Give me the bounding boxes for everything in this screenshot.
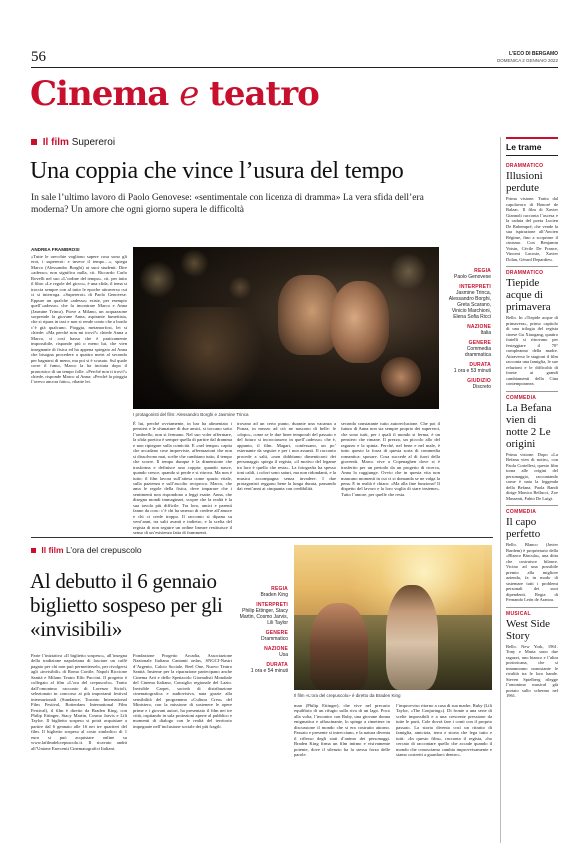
publication-date: DOMENICA 2 GENNAIO 2022	[496, 58, 558, 63]
sidebar-item-tiepide	[506, 266, 558, 387]
section-title-cinema: Cinema	[30, 74, 169, 114]
sidebar-item-5-text: Bello. New York, 1961. Tony e Maria sono due ragazzi, uno bianco e l’altra portoricana, che si innamorano nonostante le rivalità tra le loro bande. Steven Spielberg rilegge l’omonimo musical già portato sullo schermo nel 1961.	[506, 643, 558, 698]
facts2-interpreti-label: INTERPRETI	[256, 602, 288, 608]
page-number: 56	[31, 49, 46, 65]
facts1-nazione-label: NAZIONE	[467, 324, 491, 330]
sidebar-item-befana	[506, 391, 558, 502]
section-title-teatro: teatro	[209, 74, 319, 114]
sidebar-item-3-category: COMMEDIA	[506, 394, 537, 401]
article1-kicker-topic: Supereroi	[71, 137, 116, 148]
sidebar-item-4-category: COMMEDIA	[506, 509, 537, 515]
article2-column-2: Fondazione Progetto Arcadia, Associazione Nazionale Italiana Cantanti onlus, SNGCI-Nastri d’Argento, Calcio Sociale, Reel One, Nuovo Teatro Sanità. Insieme per la riparazione partecipano anche Cinema Arti e dello Spettacolo Giornalisti Mondiale del Cinema Italiano, Consiglio regionale del Lazio. Invisible Carpet, società di distribuzione cinematografica e audiovisiva, nata grazie alla sensibilità del programma «Cultura Crea» del Ministero, con la missione di sostenere le opere prime e i giovani autori, ha presentato il film nei tre città, ospitando in sala proiezioni aperte al pubblico e momenti di dialogo con le realtà del territorio impegnate nell’inclusione sociale dei più fragili.	[133, 653, 232, 729]
facts1-regia-label: REGIA	[474, 268, 491, 274]
article2-column-1: Parte l’iniziativa «Il biglietto sospeso», all’insegna della tradizione napoletana di lasciare un caffè pagato per chi non può permetterselo, per rivolgersi agli «invisibili» di Roma Cortile, Napoli Riccione Sanità e Milano Teatro Elfo Puccini. Il progetto è collegato al film «L’ora del crepuscolo». Tratto dall’omonimo racconto di Lorenzo Sicioli, selezionato in concorso ai più importanti festival internazionali (Sundance, Toronto International Film Festival, Rotterdam International Film Festival), il film è diretto da Braden King, con Philip Ettinger, Stacy Martin, Cosmo Jarvis e Lili Taylor. Il biglietto sospeso si potrà acquistare a partire dal 6 gennaio alle 16 nei tre quartieri del film. Il biglietto sospeso al costo simbolico di 1 euro si può acquistare online su www.lafilmdelcrepuscolo.it. Il ricavato andrà all’Unione Esercenti Cinematografici Italiani.	[31, 653, 127, 751]
sidebar-item-4-title: Il capo perfetto	[506, 516, 541, 540]
sidebar-item-1-title: Illusioni perdute	[506, 170, 543, 194]
article1-column-2: È lui, perché ovviamente, in bar ha alimentato i pensieri e le sfumature di due amici, si toccano sotto l’ombrello, non si fermano. Nel suo voler affermare, la sfida poetica è sempre quella di partire dal dramma e non ripiegare sulla comicità. E «nel tempo» capita che accadano cose impreviste, affermazioni che non si dissolvono mai, scelte che cambiano tutto, il tempo che scorre. Il tempo dunque è la dimensione che trasforma e definisce una coppia: quando nasce, quando cresce, quando si perde e si ritrova. Ma non è tutto: il film lavora sull’attesa come spazio vitale, sulla pazienza e sull’ascolto reciproco. Marco, che ama le regole della fisica, deve imparare che i sentimenti non rispondono a leggi esatte. Anna, che disegna mondi immaginari, scopre che la realtà è la sua tavola più difficile. Tra loro, amici e parenti fanno da coro: c’è chi ha smesso di credere all’amore e chi ci crede troppo. Il racconto si dipana su vent’anni, tra salti avanti e indietro, e la scelta del regista di non seguire un ordine lineare restituisce il senso di un’esistenza fatta di frammenti.	[133, 421, 232, 536]
article1-kicker-label: Il film	[42, 137, 69, 148]
article1-column-1: «Tutte le orecchie vogliono sapere cosa sono gli eroi, i supereroi: e invece il tempo…», spiega Marco (Alessandro Borghi) ai suoi studenti. Dire «adesso» non significa nulla, cit. Riccardo Carlo Rovelli nel suo «L’ordine del tempo», cit. per tutto il libro «Le regole del gioco», è una sfida, il tema si traccia sempre con al tutto le epoche attraverso cui ci si interroga. «Supereroi» di Paolo Genovese. Eppure un qualche «adesso» esiste, per esempio quell’«adesso» che fa incontrare Marco e Anna (Jasmine Trinca). Piove a Milano, un acquazzone sorprende la giovane Anna, aspirante fumettista, che si ripara in taxi e non si rende conto che a bordo c’è già qualcuno. Pioggia, metamorfosi, lei si chiede: «Ma perché non mi trovi?» chiede Anna a Marco, ci così bassa che è praticamente impossibile, risponde più o meno lui, che vien insegnante di fisica ed ha appena spiegato ad Anna che bisogna procedere a quattro metri al secondo per bagnarsi di meno, ma poi si è scusato. Sul quale corre il fumo, Marco la ha incitata dopo il pronostico di un tempo folle. «Perché non ti trovi?» chiede, risponde Marco al Anna: «Perché la pioggia l’avevo ancora fatto», ribatte lei.	[31, 254, 127, 385]
facts1-interpreti-value: Jasmine Trinca, Alessandro Borghi, Greta Scarano, Vinicio Marchioni, Elena Sofia Ricci	[448, 290, 491, 320]
sidebar-title: Le trame	[506, 137, 558, 156]
sidebar-item-westside	[506, 607, 558, 699]
article2-column-4: l’improvviso ritorno a casa di sua madre, Ruby (Lili Taylor, «The Conjuring»). Di fronte a una serie di scelte impossibili e a una crescente pressione da tutte le parti, Cole dovrà fare i conti con il proprio passato. La storia diventa così un ritratto di famiglia, amicizia, terra e storia che lega tutto e tutti: «In questo film», racconta il regista, «ho cercato di raccontare quello che accade quando il mondo che conosciamo cambia improvvisamente e siamo costretti a guardarci dentro».	[396, 703, 492, 758]
article1-column-4: seconda constatante tutto autoreclusione. Che poi il futuro di Anna non sia sempre proprio dei supereroi, che sono tutti, per i quali il mondo si ferma, è un pensiero che rimane. Il prezzo, un piccolo allo del ragazzo e la spinta. Perché, nel bene e nel male, è tutto questo la forza di questa sorta di commedia romantica: sposare. Cosa succede al di fuori della gioventù. Marco vive a Copenaghen dove si è trasferito per un periodo da un progetto di ricerca, Anna lo raggiunge. Ovvio che in questa vita non mancano momenti in cui ci si domanda se ne valga la pena. E in realtà è chiaro: «Ma alla fine funziona? Il dispetto del lavoro e la loro voglia di stare insieme». Tutto l’amore, per quelle che resta.	[341, 421, 440, 497]
facts2-durata-label: DURATA	[266, 662, 288, 668]
photo-figure-woman	[331, 281, 389, 363]
facts1-durata-value: 1 ora e 53 minuti	[453, 368, 491, 374]
sidebar-item-1-text: Prima visione. Tratto dal capolavoro di Honoré de Balzac. Il film di Xavier Giannoli racconta l’ascesa e la caduta del poeta Lucien De Rubempré, che vende la sua ispirazione all’Ancien Régime, fino a scoprirne il cinismo. Con Benjamin Voisin, Cécile De France, Vincent Lacoste, Xavier Dolan, Gérard Depardieu.	[506, 196, 558, 262]
sidebar-item-illusioni	[506, 160, 558, 262]
facts1-genere-label: GENERE	[468, 340, 491, 346]
photo2-figure-man	[310, 603, 368, 690]
article2-column-3: man (Philip Ettinger), che vive nel precario equilibrio di un rifugio sulla riva di un lago. Poco alla volta, l’incontro con Ruby, una giovane donna enigmatica e affascinante, lo spinge a rimettere in discussione il mondo che si era costruito attorno. Passato e presente si intrecciano, e la natura diventa il riflesso degli stati d’animo dei personaggi. Braden King firma un film intimo e visivamente potente, dove il silenzio ha la stessa forza delle parole.	[294, 703, 390, 758]
header-rule	[31, 67, 558, 68]
facts1-genere-value: Commedia drammatica	[464, 346, 491, 358]
photo-crowd-left	[153, 307, 263, 409]
facts2-regia-label: REGIA	[271, 586, 288, 592]
photo-hand	[381, 357, 421, 397]
sidebar-item-2-text: Bello. In «Tiepide acque di primavera», primo capitolo di una trilogia del regista cinese Gu Xiaogang, quattro fratelli si ritrovano per festeggiare il 70° compleanno della madre. Attraverso le stagioni il film racconta una famiglia, le sue relazioni e le difficoltà di fronte ai grandi cambiamenti della Cina contemporanea.	[506, 315, 558, 386]
sidebar-item-2-title: Tiepide acque di primavera	[506, 277, 551, 313]
photo2-figure-woman	[386, 585, 438, 690]
publication-name: L'ECO DI BERGAMO	[509, 51, 558, 57]
facts1-regia-value: Paolo Genovese	[454, 274, 491, 280]
facts1-durata-label: DURATA	[469, 362, 491, 368]
article2-kicker	[31, 545, 142, 555]
article2-headline: Al debutto il 6 gennaio biglietto sospeso per gli «invisibili»	[30, 569, 223, 641]
facts2-regia-value: Braden King	[260, 592, 288, 598]
facts1-interpreti-label: INTERPRETI	[459, 284, 491, 290]
article1-subhead: In sale l’ultimo lavoro di Paolo Genovese: «sentimentale con licenza di dramma» La vera sfida dell’era moderna? Un amore che ogni giorno supera le difficoltà	[31, 193, 424, 215]
article1-byline: ANDREA FRAMBROSI	[31, 247, 80, 252]
article2-photo-caption: Il film «L’ora del crepuscolo» è diretto da Braden King	[294, 693, 401, 698]
sidebar-item-5-title: West Side Story	[506, 617, 551, 642]
article2-photo	[294, 545, 492, 690]
sidebar-item-capo	[506, 505, 558, 603]
sidebar-divider	[500, 137, 501, 843]
sidebar-item-4-text: Bello. Blanco (Javier Bardem) è proprietario della «Blanco Báscula», una ditta che costruisce bilance. Vicino ad una possibile premio alla migliore azienda, fa in modo di sistemare tutti i problemi personali dei suoi dipendenti. Regia di Fernando León de Aranoa.	[506, 542, 558, 602]
facts2-nazione-label: NAZIONE	[264, 646, 288, 652]
facts2-genere-value: Drammatico	[261, 636, 288, 642]
facts1-giudizio-label: GIUDIZIO	[467, 378, 491, 384]
article2-kicker-label: Il film	[41, 545, 64, 555]
facts2-interpreti-value: Philip Ettinger, Stacy Martin, Cosmo Jarvis, Lili Taylor	[239, 608, 288, 626]
article-divider	[31, 537, 493, 538]
article1-headline: Una coppia che vince l’usura del tempo	[30, 158, 404, 184]
facts2-durata-value: 1 ora e 54 minuti	[250, 668, 288, 674]
article1-kicker	[31, 137, 115, 148]
sidebar-item-3-text: Prima visione. Dopo «La Befana vien di notte», con Paola Cortellesi, questo film torna alle origini del personaggio, raccontando come è nata la leggenda della Befana. Paola Randi dirige Monica Bellucci, Zoe Massenti, Fabio De Luigi.	[506, 451, 558, 501]
section-title	[30, 74, 319, 114]
facts1-giudizio-value: Discreto	[472, 384, 491, 390]
facts2-genere-label: GENERE	[265, 630, 288, 636]
sidebar-item-5-category: MUSICAL	[506, 610, 531, 617]
section-title-and: e	[179, 74, 199, 114]
article1-photo-caption: I protagonisti del film: Alessandro Borghi e Jasmine Trinca	[133, 412, 249, 417]
facts1-nazione-value: Italia	[480, 330, 491, 336]
article1-photo	[133, 247, 439, 409]
article1-column-3: trovano ad un certo punto, durante una vacanza a Ponza, in mezzo ad ciò ne nascono di belle: le «dopo», come se le due linee temporali del passato e del futuro si incrociassero in quell’«adesso» che è, appunto, il film. Magari, confessano, un po’ esternante da seguire e per i non assunti. Il racconto procede a salti, «non dobbiamo dimenticarci dei personaggi» spiega il regista, «il motivo del legame tra loro è quello che resta». La fotografia ha spesso toni caldi, i colori sono saturi, ma non ridondanti, e la musica accompagna senza invadere. I due protagonisti reggono bene la lunga durata, passando dai vent’anni ai cinquanta con credibilità.	[237, 421, 336, 492]
article2-facts-box	[238, 582, 288, 674]
sidebar-item-2-category: DRAMMATICO	[506, 270, 544, 276]
facts2-nazione-value: Usa	[279, 652, 288, 658]
sidebar-item-1-category: DRAMMATICO	[506, 163, 544, 169]
sidebar	[506, 137, 558, 843]
article2-kicker-topic: L’ora del crepuscolo	[65, 545, 142, 555]
article1-facts-box	[445, 264, 491, 390]
sidebar-item-3-title: La Befana vien di notte 2 Le origini	[506, 401, 552, 450]
